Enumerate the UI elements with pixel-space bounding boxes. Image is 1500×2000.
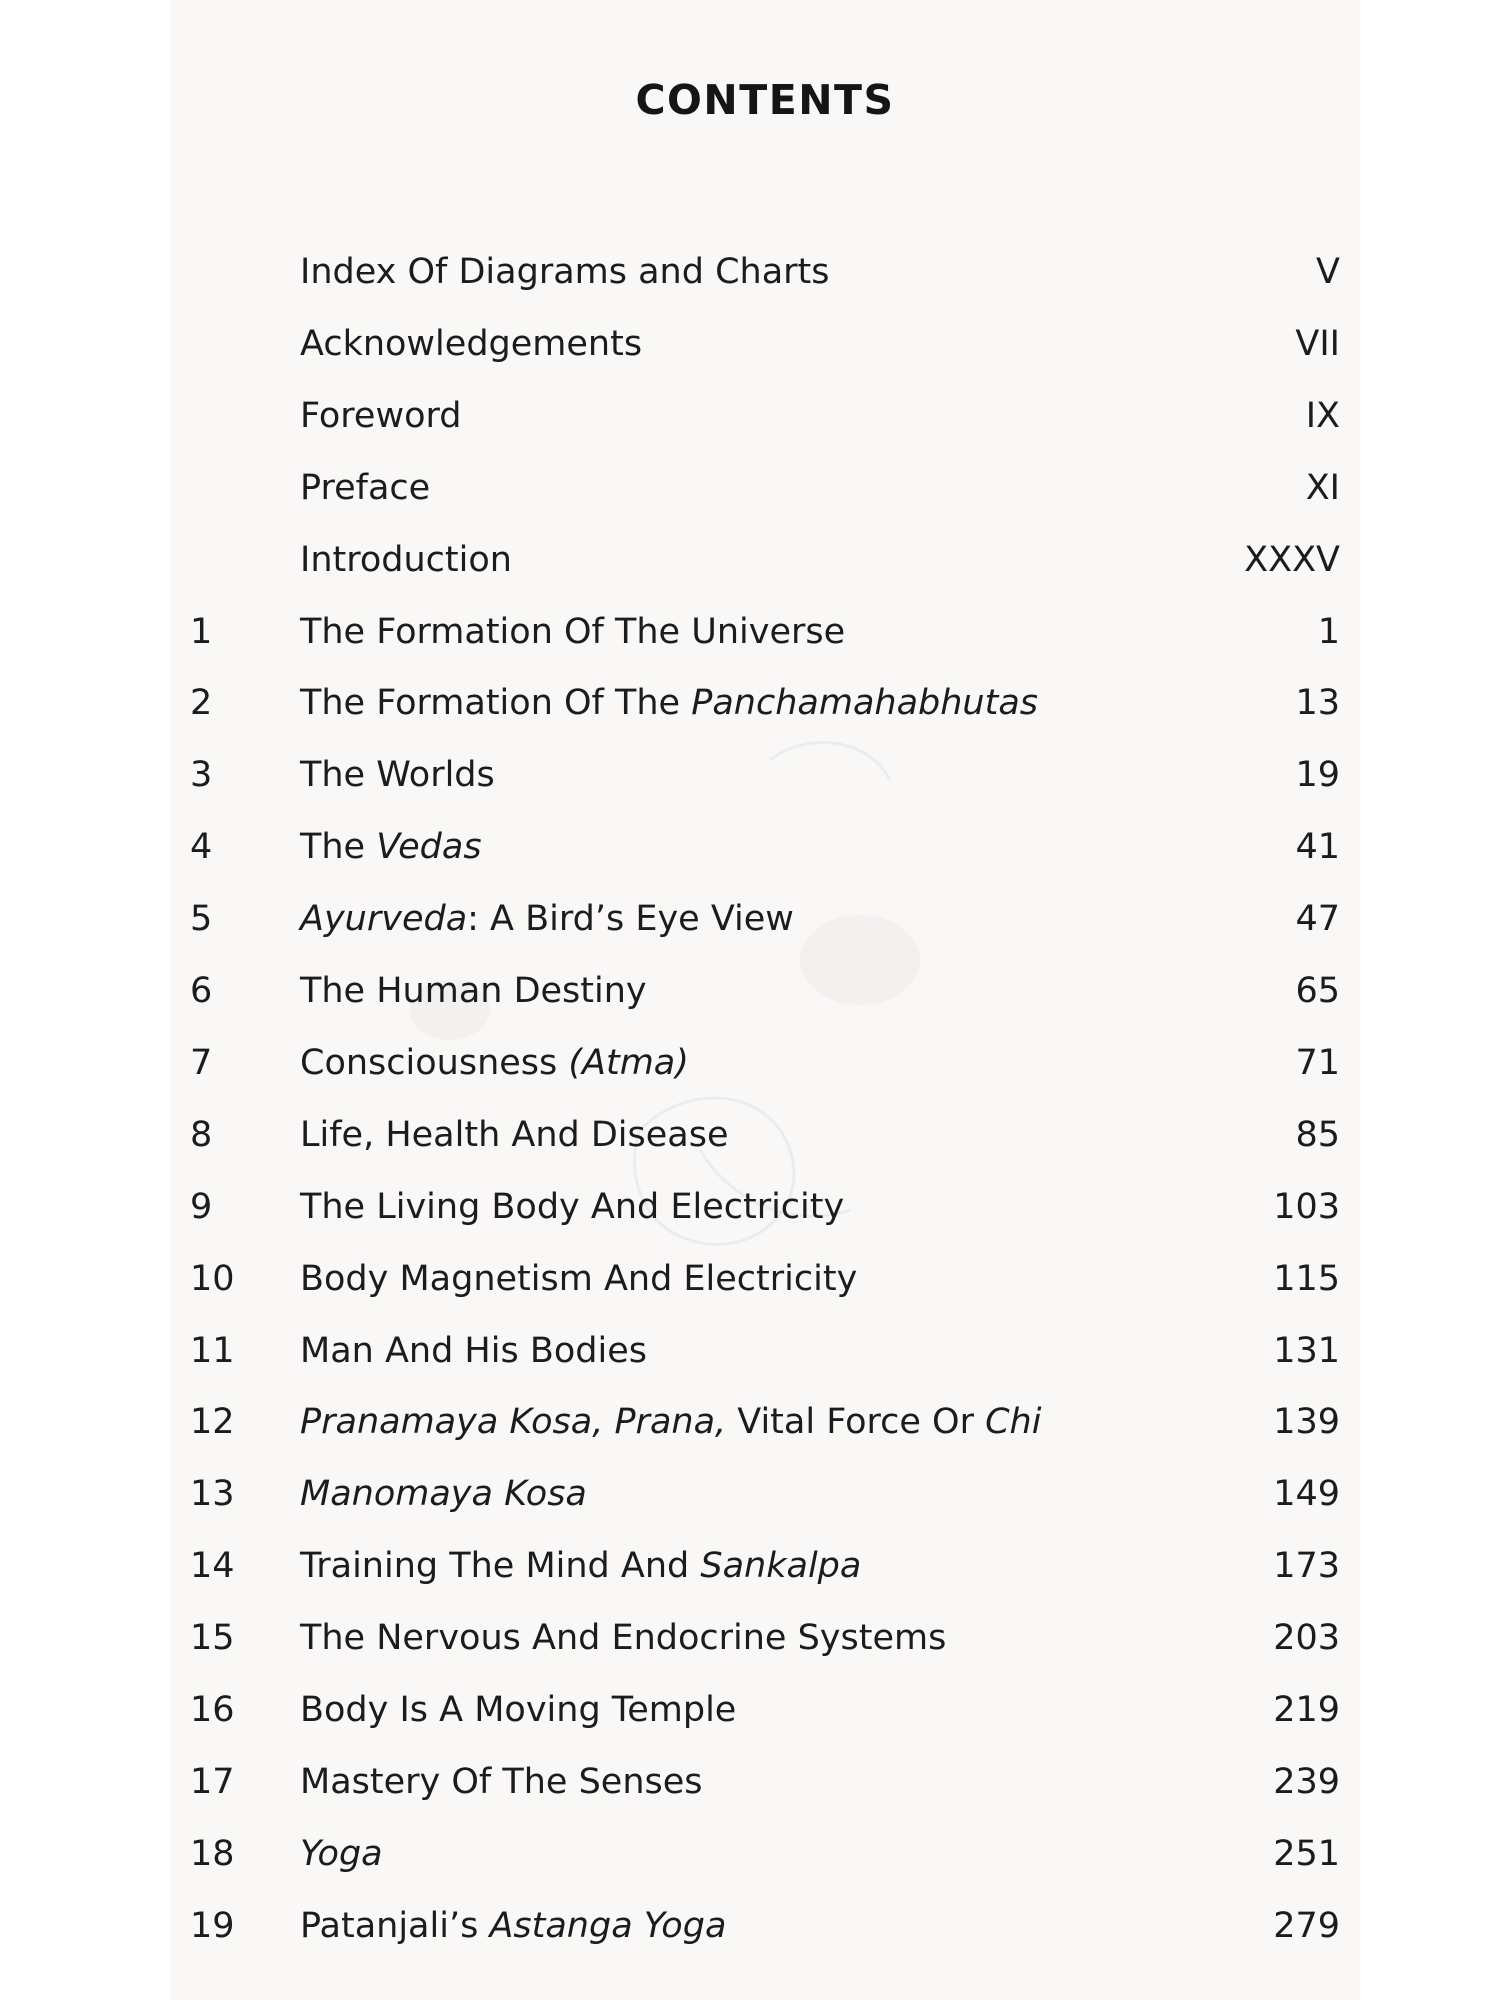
- chapter-title-segment: The Formation Of The: [300, 683, 692, 724]
- chapter-title-segment: Panchamahabhutas: [691, 683, 1039, 724]
- chapter-title: [300, 316, 642, 372]
- toc-entry: [170, 532, 1360, 588]
- chapter-title: [300, 1107, 729, 1163]
- page-number: 85: [1295, 1114, 1340, 1155]
- chapter-title-segment: Man And His Bodies: [300, 1330, 647, 1371]
- chapter-title: [300, 1179, 844, 1235]
- chapter-title-segment: Foreword: [300, 395, 462, 436]
- chapter-title-segment: (Atma): [568, 1042, 689, 1083]
- chapter-number: 6: [190, 971, 213, 1011]
- chapter-title: [300, 1035, 689, 1091]
- toc-entry: [170, 819, 1360, 875]
- chapter-title: [300, 1466, 587, 1522]
- chapter-number: 17: [190, 1761, 235, 1802]
- page-number: 103: [1273, 1186, 1340, 1227]
- toc-entry: [170, 1179, 1360, 1235]
- page-number: 279: [1273, 1905, 1340, 1946]
- chapter-title-segment: Vital Force Or: [726, 1402, 986, 1443]
- toc-entry: [170, 1754, 1360, 1810]
- chapter-number: 7: [190, 1042, 213, 1083]
- chapter-title: [300, 675, 1038, 731]
- toc-entry: [170, 316, 1360, 372]
- chapter-title-segment: Patanjali’s: [300, 1905, 490, 1946]
- chapter-title-segment: Sankalpa: [700, 1546, 862, 1587]
- chapter-title-segment: Pranamaya Kosa, Prana,: [300, 1402, 727, 1443]
- chapter-number: 13: [190, 1474, 235, 1515]
- page-title: CONTENTS: [635, 76, 895, 124]
- toc-entry: [170, 891, 1360, 947]
- page-number: XI: [1305, 467, 1340, 508]
- toc-entry: [170, 675, 1360, 731]
- chapter-number: 19: [190, 1905, 235, 1946]
- page-number: 47: [1295, 899, 1340, 940]
- toc-entry: [170, 1610, 1360, 1666]
- chapter-number: 8: [190, 1114, 213, 1155]
- chapter-title: [300, 1251, 857, 1307]
- chapter-title: [300, 1394, 1041, 1450]
- page-number: 13: [1295, 683, 1340, 724]
- chapter-title-segment: Mastery Of The Senses: [300, 1761, 703, 1802]
- page-number: 1: [1317, 611, 1340, 652]
- chapter-title: [300, 1898, 726, 1954]
- chapter-title: [300, 460, 430, 516]
- chapter-title: [300, 244, 830, 300]
- chapter-number: 18: [190, 1833, 235, 1874]
- page-number: 203: [1273, 1618, 1340, 1659]
- toc-entry: [170, 1682, 1360, 1738]
- chapter-title-segment: Index Of Diagrams and Charts: [300, 252, 830, 292]
- page-number: 173: [1273, 1546, 1340, 1587]
- chapter-title-segment: Body Is A Moving Temple: [300, 1690, 737, 1730]
- table-of-contents: [170, 0, 1360, 2000]
- chapter-number: 2: [190, 683, 213, 724]
- toc-entry: [170, 1538, 1360, 1594]
- page-number: 239: [1273, 1761, 1340, 1802]
- chapter-title: [300, 388, 461, 444]
- page-number: 115: [1273, 1258, 1340, 1299]
- chapter-title: [300, 747, 495, 803]
- chapter-title-segment: The Living Body And Electricity: [300, 1186, 845, 1227]
- page-number: VII: [1295, 323, 1340, 364]
- chapter-title-segment: Acknowledgements: [300, 323, 643, 364]
- chapter-title-segment: Introduction: [300, 539, 512, 580]
- chapter-number: 5: [190, 899, 213, 940]
- chapter-number: 1: [190, 611, 213, 652]
- chapter-title: [300, 891, 794, 947]
- page-number: 65: [1295, 971, 1340, 1011]
- chapter-number: 10: [190, 1258, 235, 1299]
- chapter-number: 14: [190, 1546, 235, 1587]
- toc-entry: [170, 747, 1360, 803]
- page-number: V: [1316, 252, 1340, 292]
- page-number: 41: [1295, 827, 1340, 868]
- chapter-title: [300, 604, 845, 660]
- chapter-number: 9: [190, 1186, 213, 1227]
- page-number: 131: [1273, 1330, 1340, 1371]
- toc-entry: [170, 388, 1360, 444]
- chapter-title: [300, 819, 482, 875]
- book-page: [170, 0, 1360, 2000]
- chapter-title: [300, 1682, 736, 1738]
- chapter-title-segment: The: [300, 827, 377, 868]
- chapter-title-segment: Body Magnetism And Electricity: [300, 1258, 858, 1299]
- toc-entry: [170, 460, 1360, 516]
- chapter-title: [300, 1323, 647, 1379]
- chapter-number: 16: [190, 1690, 235, 1730]
- chapter-title: [300, 1610, 946, 1666]
- toc-entry: [170, 244, 1360, 300]
- toc-entry: [170, 604, 1360, 660]
- toc-entry: [170, 1323, 1360, 1379]
- page-number: 71: [1295, 1042, 1340, 1083]
- chapter-title-segment: The Worlds: [300, 755, 495, 796]
- chapter-title-segment: : A Bird’s Eye View: [467, 899, 794, 940]
- toc-entry: [170, 1251, 1360, 1307]
- page-number: 19: [1295, 755, 1340, 796]
- chapter-number: 4: [190, 827, 213, 868]
- page-number: XXXV: [1244, 539, 1340, 580]
- toc-entry: [170, 963, 1360, 1019]
- chapter-number: 11: [190, 1330, 235, 1371]
- toc-entry: [170, 1035, 1360, 1091]
- chapter-title-segment: The Formation Of The Universe: [300, 611, 846, 652]
- toc-entry: [170, 1394, 1360, 1450]
- chapter-title-segment: Yoga: [300, 1833, 383, 1874]
- chapter-number: 12: [190, 1402, 235, 1443]
- chapter-title-segment: Manomaya Kosa: [300, 1474, 587, 1515]
- chapter-title-segment: The Human Destiny: [300, 971, 647, 1011]
- chapter-title-segment: Ayurveda: [300, 899, 468, 940]
- page-number: 139: [1273, 1402, 1340, 1443]
- toc-entry: [170, 1107, 1360, 1163]
- page-number: 149: [1273, 1474, 1340, 1515]
- chapter-title: [300, 1826, 383, 1882]
- chapter-title: [300, 1754, 703, 1810]
- chapter-title: [300, 963, 647, 1019]
- chapter-title-segment: Life, Health And Disease: [300, 1114, 729, 1155]
- chapter-title-segment: Vedas: [376, 827, 482, 868]
- page-number: 251: [1273, 1833, 1340, 1874]
- toc-entry: [170, 1466, 1360, 1522]
- page-number: IX: [1305, 395, 1340, 436]
- chapter-title-segment: Astanga Yoga: [489, 1905, 727, 1946]
- chapter-title-segment: Consciousness: [300, 1042, 569, 1083]
- chapter-title-segment: The Nervous And Endocrine Systems: [300, 1618, 947, 1659]
- chapter-title: [300, 532, 512, 588]
- chapter-title: [300, 1538, 861, 1594]
- toc-entry: [170, 1826, 1360, 1882]
- chapter-title-segment: Chi: [985, 1402, 1042, 1443]
- toc-entry: [170, 1898, 1360, 1954]
- chapter-number: 3: [190, 755, 213, 796]
- page-number: 219: [1273, 1690, 1340, 1730]
- chapter-title-segment: Training The Mind And: [300, 1546, 701, 1587]
- chapter-number: 15: [190, 1618, 235, 1659]
- chapter-title-segment: Preface: [300, 467, 431, 508]
